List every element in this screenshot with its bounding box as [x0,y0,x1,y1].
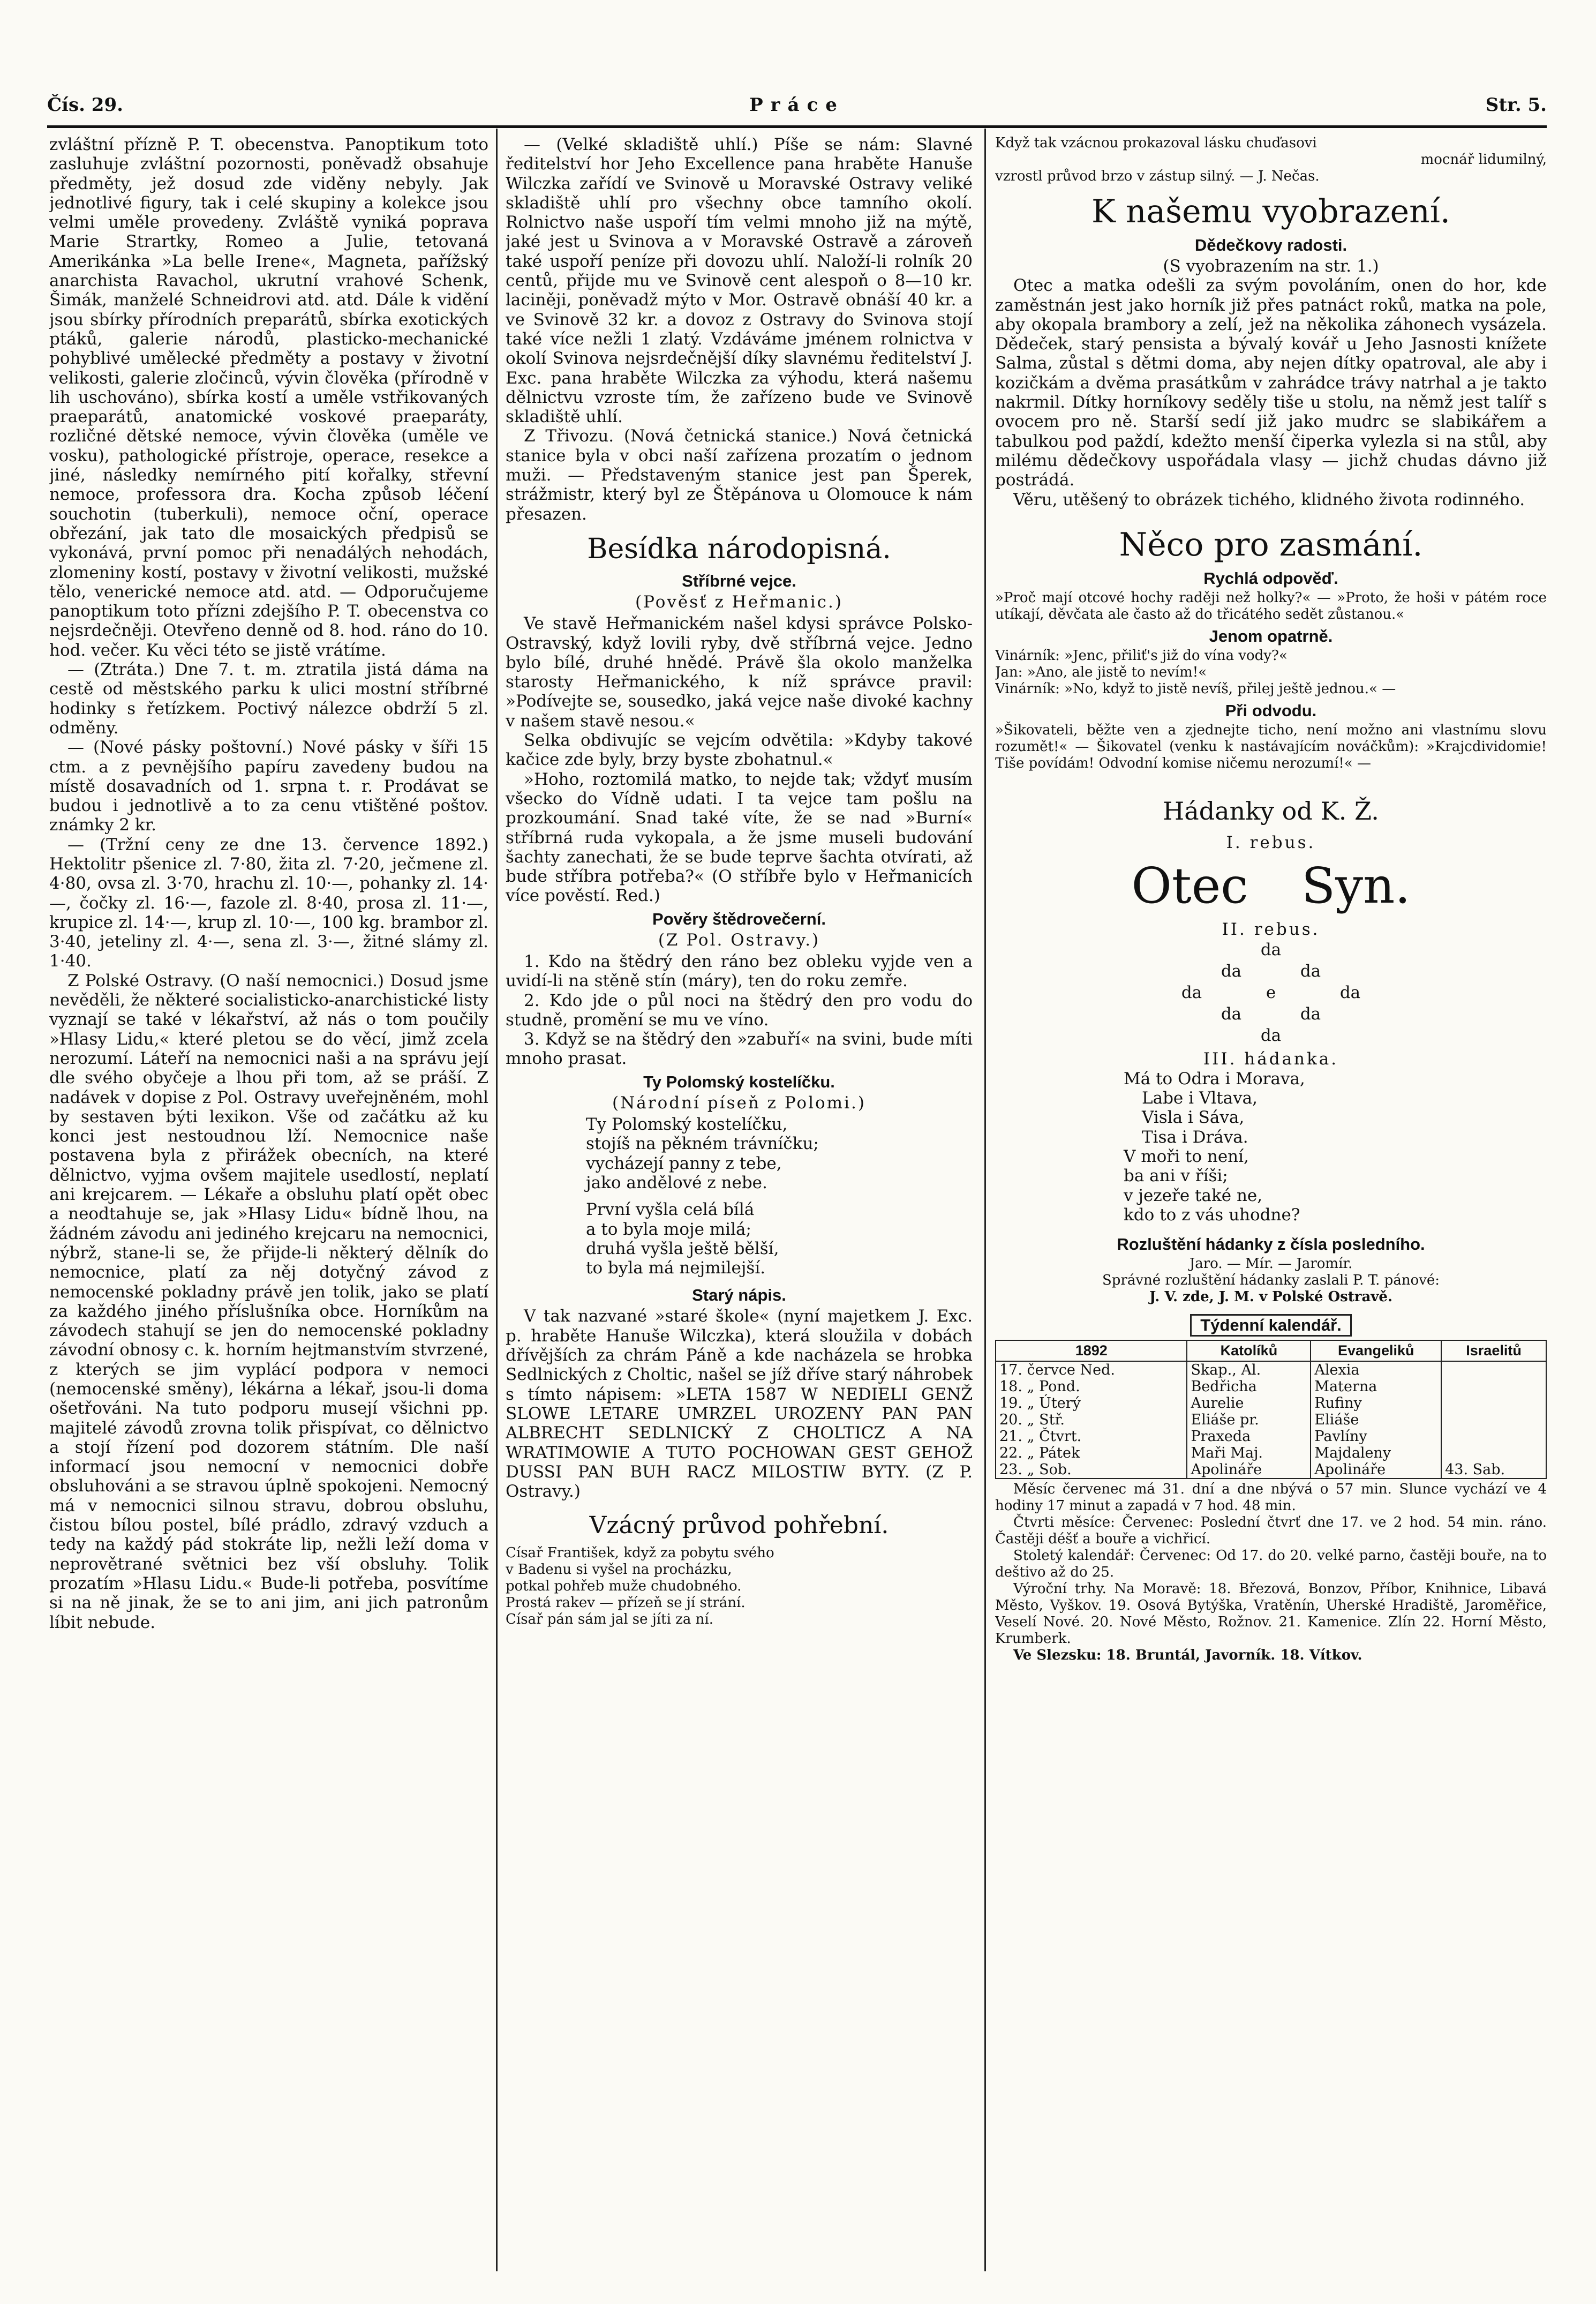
col-header: Katolíků [1187,1340,1311,1361]
verse-line: Císař pán sám jal se jíti za ní. [506,1611,713,1628]
table-row [996,1378,1546,1395]
verse-line: Když tak vzácnou prokazoval lásku chuďasovi [995,135,1317,151]
news-postal-bands: — (Nové pásky poštovní.) Nové pásky v šíři 15 ctm. a z pevnějšího papíru zavedeny budou na místě dosavadních od 1. srpna t. r. Prodávat se budou i jednotlivě a to za cenu vtištěné poštov. známky 2 kr. [49,738,488,835]
superstition-item: 3. Když se na štědrý den »zabuří« na svini, bude míti mnoho prasat. [506,1030,973,1069]
cell: 23. „ Sob. [996,1461,1187,1479]
inscription-text: V tak nazvané »staré škole« (nyní majetkem J. Exc. p. hraběte Hanuše Wilczka), která sloužila v dobách dřívějších za chrám Páně a kde nacházela se hrobka Sedlnických z Choltic, našel se jíž dříve starý náhrobek s tímto nápisem: »LETA 1587 W NEDIELI GENŽ SLOWE LETARE UMRZEL UROZENY PAN PAN ALBRECHT SEDLNICKÝ Z CHOLTICZ A NA WRATIMOWIE A TUTO POCHOWAN GEST GEHOŽ DUSSI PAN BUH RACZ MILOSTIW BYTY. (Z P. Ostravy.) [506,1307,973,1502]
column-rule-2 [984,129,986,2271]
verse-line: mocnář lidumilný, [1420,152,1547,168]
column-rule-1 [496,129,498,2271]
verse-line: Prostá rakev — přízeň se jí strání. [506,1595,746,1611]
table-row [996,1445,1546,1461]
verse-line: vzrostl průvod brzo v zástup silný. — J. Nečas. [995,168,1320,184]
verse-line: Má to Odra i Morava, [1124,1069,1305,1089]
cell: Majdaleny [1311,1445,1441,1461]
calendar-note: Výroční trhy. Na Moravě: 18. Březová, Bonzov, Příbor, Knihnice, Libavá Město, Vyškov. 19. Osová Bytýška, Vratěnín, Uherské Hradiště, Jaroměřice, Veselí Nové. 20. Nové Město, Rožnov. 21. Kamenice. Zlín 22. Horní Město, Krumberk. [995,1581,1547,1647]
cell: Alexia [1311,1361,1441,1378]
solution-title: Rozluštění hádanky z čísla posledního. [1117,1235,1425,1254]
cell: 43. Sab. [1441,1461,1546,1479]
table-header-row [996,1340,1546,1361]
rebus-syllable: da [1300,962,1321,981]
cell [1441,1445,1546,1461]
rebus-2-label: II. rebus. [1222,920,1320,940]
table-row [996,1461,1546,1479]
verse-line: jako andělové z nebe. [586,1173,767,1192]
riddles-title: Hádanky od K. Ž. [1163,796,1379,825]
calendar-note: Stoletý kalendář: Červenec: Od 17. do 20. velké parno, častěji bouře, na to deštivo až do 25. [995,1548,1547,1581]
col-header: 1892 [996,1340,1187,1361]
news-gendarmerie: Z Třivozu. (Nová četnická stanice.) Nová četnická stanice byla v obci naší zařízena prozatím o jednom muži. — Představeným stanice jest pan Šperek, strážmistr, který byl ze Štěpánova u Olomouce k nám přesazen. [506,426,973,524]
story-paragraph: Ve stavě Heřmanickém našel kdysi správce Polsko-Ostravský, když lovili ryby, dvě stříbrná vejce. Jedno bylo bílé, druhé hnědé. Právě šla okolo manželka starosty Heřmanického, k níž správce pravil: »Podívejte se, sousedko, jaká vejce naše divoké kachny v našem stavě nesou.« [506,614,973,731]
verse-line: v jezeře také ne, [1124,1185,1263,1205]
page-number: Str. 5. [1485,94,1547,116]
rebus-1 [995,857,1547,915]
cell: Skap., Al. [1187,1361,1311,1378]
joke-line: Vinárník: »Jenc, přiliť's již do vína vody?« [995,647,1288,664]
table-row [996,1395,1546,1412]
cell: Bedřicha [1187,1378,1311,1395]
newspaper-title: Práce [749,94,845,116]
verse-line: kdo to z vás uhodne? [1124,1205,1300,1225]
superstition-item: 1. Kdo na štědrý den ráno bez obleku vyjde ven a uvidí-li na stěně stín (máry), ten do roku zemře. [506,951,973,991]
cell: 18. „ Pond. [996,1378,1187,1395]
rebus-syllable: da [1221,962,1242,981]
cell: Aurelie [1187,1395,1311,1412]
procession-title: Vzácný průvod pohřební. [589,1512,889,1540]
song-title: Ty Polomský kostelíčku. [643,1072,835,1091]
rebus-syllable: e [1266,983,1276,1003]
picture-note: (S vyobrazením na str. 1.) [1163,257,1379,276]
calendar-notes [995,1481,1547,1664]
table-row [996,1361,1546,1378]
joke-title: Rychlá odpověď. [1203,568,1338,588]
cell: Eliáše pr. [1187,1412,1311,1428]
rebus-syllable: da [1221,1004,1242,1024]
col-header: Israelitů [1441,1340,1546,1361]
picture-subtitle: Dědečkovy radosti. [1194,236,1347,254]
cell: Eliáše [1311,1412,1441,1428]
news-market-prices: — (Tržní ceny ze dne 13. července 1892.) Hektolitr pšenice zl. 7·80, žita zl. 7·20, ječmene zl. 4·80, ovsa zl. 3·70, hrachu zl. 10·—, pohanky zl. 14·—, čočky zl. 16·—, fazole zl. 8·40, prosa zl. 11·—, krupice zl. 14·—, krup zl. 10·—, 100 kg. brambor zl. 3·40, jeteliny zl. 4·—, sena zl. 3·—, žitné slámy zl. 1·40. [49,835,488,971]
cell: Apolináře [1311,1461,1441,1479]
rebus-syllable: da [1181,983,1202,1003]
joke-title: Při odvodu. [1225,701,1317,720]
rebus-2-diamond [995,939,1547,1046]
solution-solvers-names: J. V. zde, J. M. v Polské Ostravě. [1149,1289,1392,1305]
rebus-syllable: da [1300,1004,1321,1024]
riddle-3-verses [995,1069,1547,1225]
panoptikum-text: zvláštní přízně P. T. obecenstva. Panoptikum toto zasluhuje zvláštní pozornosti, poněvadž obsahuje předměty, jež dosud zde viděny nebyly. Jak jednotlivé figury, tak i celé skupiny a kolekce jsou velmi uměle provedeny. Zvláště vyniká poprava Marie Strartky, Romeo a Julie, tetovaná Amerikánka »La belle Irene«, Magneta, pařížský anarchista Ravachol, ukrutní vrahové Schenk, Šimák, manželé Schneidrovi atd. atd. Dále k vidění jsou sbírky přírodních preparátů, sbírka exotických ptáků, galerie národů, plasticko-mechanické pohyblivé umělecké předměty a postavy v životní velikosti, galerie zločinců, vývin člověka (přírodně v lih uschováno), sbírka kostí a uměle vstřikovaných praeparátů, anatomické voskové praeparáty, rozličné dětské nemoce, vývin člověka (uměle ve vosku), pathologické přístroje, operace, resekce a jiné, následky nemírného pití kořalky, střevní nemoce, professora dra. Kocha způsob léčení souchotin (tuberkuli), nemoce oční, operace obřezání, jak tato dle mosaických předpisů se vykonává, první pomoc při nenadálých nehodách, zlomeniny kostí, postavy v životní velikosti, mužské tělo, venerické nemoce atd. atd. — Odporučujeme panoptikum toto přízni zdejšího P. T. obecenstva co nejsrdečněji. Otevřeno denně od 8. hod. ráno do 10. hod. večer. Ku věci této se jistě vrátíme. [49,135,488,660]
superstitions-title: Pověry štědrovečerní. [652,909,826,928]
song-stanza-2 [586,1200,973,1278]
procession-poem-end [995,135,1547,185]
cell: 19. „ Úterý [996,1395,1187,1412]
cell: Materna [1311,1378,1441,1395]
cell: Apolináře [1187,1461,1311,1479]
superstition-item: 2. Kdo jde o půl noci na štědrý den pro vodu do studně, promění se mu ve víno. [506,990,973,1030]
verse-line: Ty Polomský kostelíčku, [586,1115,788,1135]
story-subtitle: (Pověsť z Heřmanic.) [635,592,843,612]
picture-section-title: K našemu vyobrazení. [1091,193,1451,230]
column-1 [49,135,488,2267]
verse-line: stojíš na pěkném trávníčku; [586,1134,819,1154]
verse-line: ba ani v říši; [1124,1166,1228,1186]
weekly-calendar-table [995,1340,1547,1479]
verse-line: První vyšla celá bílá [586,1200,755,1220]
picture-description: Věru, utěšený to obrázek tichého, klidného života rodinného. [1013,490,1525,509]
story-paragraph: »Hoho, roztomilá matko, to nejde tak; vždyť musím všecko do Vídně udati. I ta vejce tam pošlu na prozkoumání. Snad také víte, že se nad »Burní« stříbrná ruda vykopala, a že jsme museli budování šachty zanechati, že se bude teprve šachta otvírati, až bude stříbra potřeba?« (O stříbře bylo v Heřmanicích více pověstí. Red.) [506,769,973,906]
news-lost-watch: — (Ztráta.) Dne 7. t. m. ztratila jistá dáma na cestě od městského parku k ulici mostní stříbrné hodinky s řetízkem. Poctivý nálezce obdrží 5 zl. odměny. [49,660,488,738]
table-row [996,1428,1546,1445]
inscription-title: Starý nápis. [692,1286,786,1305]
riddle-3-label: III. hádanka. [1203,1049,1339,1069]
humor-section-title: Něco pro zasmání. [1119,526,1423,564]
picture-description: Otec a matka odešli za svým povoláním, onen do hor, kde zaměstnán jest jako horník již přes patnáct roků, matka na pole, aby okopala brambory a zelí, jež na několika záhonech vysázela. Dědeček, starý pensista a bývalý kovář u Jeho Jasnosti knížete Salma, zůstal s dětmi doma, aby nejen dítky opatroval, ale aby i kozičkám a dvěma prasátkům v zahrádce trávy natrhal a je takto nakrmil. Dítky horníkovy seděly tiše u stolu, na němž jest talíř s ovocem pro ně. Starší sedí již jako mudrc se slabikářem a tabulkou pod paždí, kdežto menší čiperka vylezla si na stůl, aby milému dědečkovy uspořádala vlasy — jichž chudas dávno již postrádá. [995,276,1547,490]
cell: 21. „ Čtvrt. [996,1428,1187,1445]
calendar-note: Čtvrti měsíce: Červenec: Poslední čtvrť dne 17. ve 2 hod. 54 min. ráno. Častěji déšť a bouře a vichřicí. [995,1514,1547,1548]
cell: Rufiny [1311,1395,1441,1412]
rebus-1-label: I. rebus. [1226,832,1316,852]
cell [1441,1395,1546,1412]
joke-text: »Proč mají otcové hochy raději než holky?« — »Proto, že hoši v pátém roce utíkají, děvčata ale často až do třicátého sedět zůstanou.« [995,589,1547,622]
verse-line: Císař František, když za pobytu svého [506,1545,774,1562]
table-row [996,1412,1546,1428]
cell: 20. „ Stř. [996,1412,1187,1428]
joke-text: »Šikovateli, běžte ven a zjednejte ticho, není možno ani vlastnímu slovu rozumět!« — Šikovatel (venku k nastávajícím nováčkům): »Krajcdividomie! Tiše povídám! Odvodní komise ničemu nerozumí!« — [995,722,1547,771]
column-3 [995,135,1547,2267]
cell: Maři Maj. [1187,1445,1311,1461]
cell: Pavlíny [1311,1428,1441,1445]
song-verses [506,1115,973,1278]
rebus-syllable: da [1260,940,1282,960]
verse-line: V moři to není, [1124,1146,1249,1166]
cell: 22. „ Pátek [996,1445,1187,1461]
rebus-word: Otec [1131,857,1248,915]
section-title-folklore: Besídka národopisná. [587,532,891,565]
page-header [47,94,1547,124]
story-title: Stříbrné vejce. [682,571,796,590]
calendar-title: Týdenní kalendář. [1190,1314,1352,1337]
column-2 [506,135,973,2267]
cell [1441,1378,1546,1395]
rebus-syllable: da [1260,1026,1282,1046]
verse-line: Tisa i Dráva. [1142,1127,1248,1147]
calendar-heading [995,1314,1547,1337]
solution-answer: Jaro. — Mír. — Jaromír. [1189,1256,1353,1272]
solution-solvers: Správné rozluštění hádanky zaslali P. T. pánové: [1102,1272,1440,1289]
verse-line: druhá vyšla ještě bělší, [586,1239,779,1258]
verse-line: to byla má nejmilejší. [586,1258,766,1278]
news-coal-storage: — (Velké skladiště uhlí.) Píše se nám: Slavné ředitelství hor Jeho Excellence pana hraběte Hanuše Wilczka zařídí ve Svinově u Moravské Ostravy veliké skladiště uhlí pro všechny obce tamního okolí. Rolnictvo naše uspoří tím velmi mnoho již na mýtě, jaké jest u Svinova a v Moravské Ostravě a zároveň také uspoří peníze při dovozu uhlí. Naloží-li rolník 20 centů, přijde mu ve Svinově cent alespoň o 8—10 kr. laciněji, poněvadž mýto v Mor. Ostravě obnáší 40 kr. a ve Svinově 32 kr. a dovoz z Ostravy do Svinova stojí také více nežli 1 zlatý. Vzdáváme jménem rolnictva v okolí Svinova nejsrdečnější díky slavnému ředitelství J. Exc. pana hraběte Wilczka za výhodu, která našemu dělnictvu vzroste tím, že zařízeno bude ve Svinově skladiště uhlí. [506,135,973,427]
procession-poem [506,1545,973,1628]
rebus-syllable: da [1339,983,1361,1003]
verse-line: a to byla moje milá; [586,1219,751,1239]
joke-dialogue [995,648,1547,697]
issue-number: Čís. 29. [47,94,123,116]
cell [1441,1428,1546,1445]
cell [1441,1361,1546,1378]
col-header: Evangeliků [1311,1340,1441,1361]
song-subtitle: (Národní píseň z Polomi.) [612,1093,866,1113]
verse-line: vycházejí panny z tebe, [586,1153,782,1173]
calendar-note: Ve Slezsku: 18. Bruntál, Javorník. 18. Vítkov. [1013,1647,1362,1664]
joke-line: Jan: »Ano, ale jistě to nevím!« [995,664,1207,680]
cell [1441,1412,1546,1428]
verse-line: v Badenu si vyšel na procházku, [506,1562,732,1578]
joke-title: Jenom opatrně. [1209,626,1333,646]
rebus-word: Syn. [1301,857,1411,915]
verse-line: Visla i Sáva, [1142,1108,1245,1128]
superstitions-subtitle: (Z Pol. Ostravy.) [658,930,820,950]
cell: Praxeda [1187,1428,1311,1445]
story-paragraph: Selka obdivujíc se vejcím odvětila: »Kdyby takové kačice zde byly, brzy byste zbohatnul.« [506,731,973,770]
joke-line: Vinárník: »No, když to jistě nevíš, přilej ještě jednou.« — [995,680,1396,697]
song-stanza-1 [586,1115,973,1192]
verse-line: potkal pohřeb muže chudobného. [506,1578,742,1595]
news-polska-ostrava-hospital: Z Polské Ostravy. (O naší nemocnici.) Dosud jsme nevěděli, že některé socialisticko-anarchistické listy vyznají se také v lékařství, až nás o tom poučily »Hlasy Lidu,« které pletou se do věcí, jimž zcela nerozumí. Láteří na nemocnici naši a na správu její dle svého obyčeje a lhou při tom, až se práší. Z nadávek v dopise z Pol. Ostravy uveřejněném, mohl by sestaven býti lexikon. Vše od začátku až ku konci jest nestoudnou lží. Nemocnice naše postavena byla z přirážek obecních, na které dělnictvo, vyjma ovšem majitele usedlostí, neplatí ani krejcarem. — Lékaře a obsluhu platí opět obec a neodtahuje se, jak »Hlasy Lidu« bídně lhou, na žádném závodu ani jediného krejcaru na nemocnici, nýbrž, stane-li se, že přijde-li některý dělník do nemocnice, platí za něj dotyčný závod z nemocenské pokladny právě jen tolik, jako se platí za každého jiného příslušníka obce. Horníkům na závodech stahují se jen do nemocenské pokladny závodní obnosy c. k. horním hejtmanstvím stvrzené, z kterých se jim vyplácí podpora v nemoci (nemocenské směny), lékárna a lékař, jsou-li doma ošetřováni. Na tuto podporu musejí všichni pp. majitelé závodů zrovna tolik přispívat, co dělnictvo a stojí řízení pod dozorem státním. Dle naší informací jsou nemocní v nemocnici dobře obsluhováni a se stravou úplně spokojeni. Nemocný má v nemocnici silnou stravu, dobrou obsluhu, čistou bílou postel, bílé prádlo, zdravý vzduch a tedy na každý pád stokráte lip, nežli leží doma v neprovětrané světnici bez vší obsluhy. Tolik prozatím »Hlasu Lidu.« Bude-li potřeba, posvítíme si na ně jinak, že se to ani jim, ani jich patronům líbit nebude. [49,971,488,1632]
verse-line: Labe i Vltava, [1142,1089,1258,1108]
cell: 17. červce Ned. [996,1361,1187,1378]
calendar-note: Měsíc červenec má 31. dní a dne nbývá o 57 min. Slunce vychází ve 4 hodiny 17 minut a zapadá v 7 hod. 48 min. [995,1481,1547,1514]
header-rule [47,125,1547,128]
